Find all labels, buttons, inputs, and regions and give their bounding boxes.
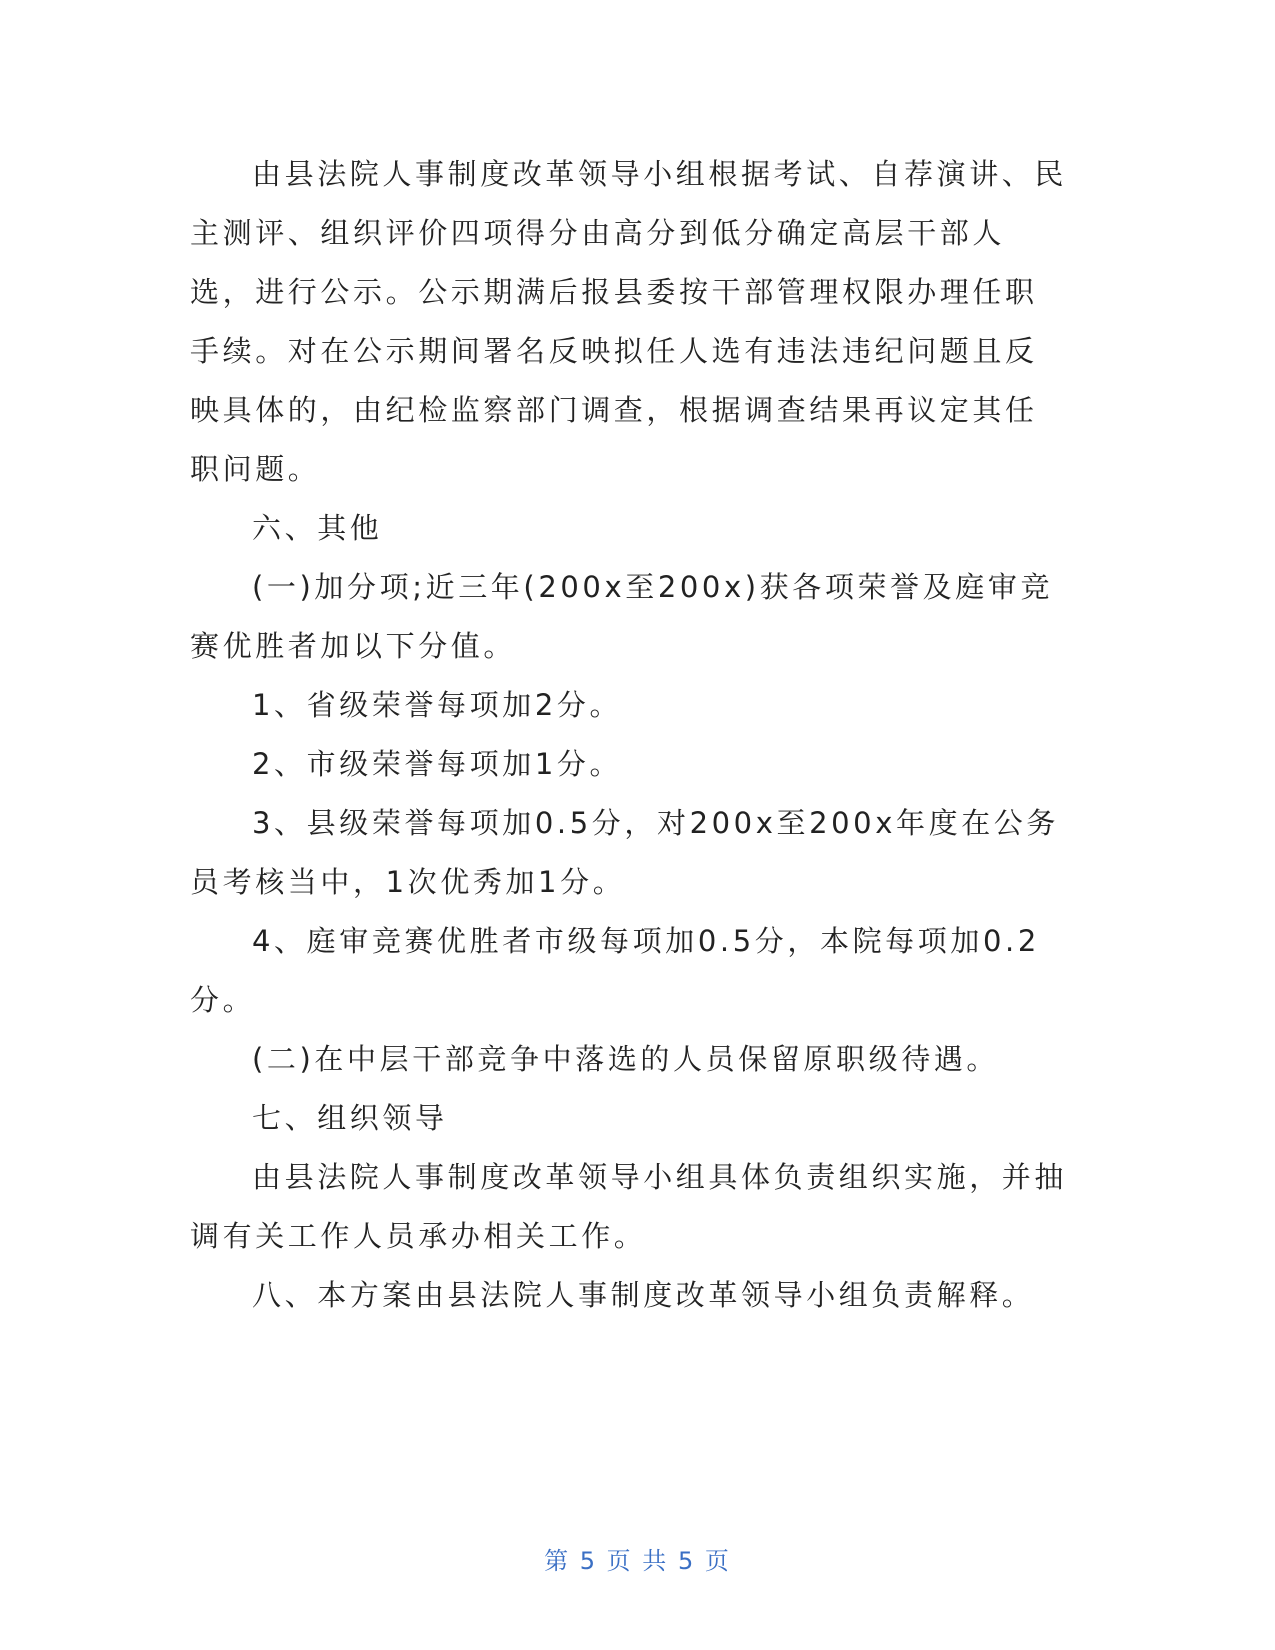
paragraph-unselected-staff: (二)在中层干部竞争中落选的人员保留原职级待遇。: [252, 1042, 1000, 1076]
list-item-provincial-honor: 1、省级荣誉每项加2分。: [252, 688, 623, 722]
footer-prefix: 第: [544, 1547, 571, 1575]
list-item-city-honor: 2、市级荣誉每项加1分。: [252, 747, 623, 781]
paragraph-selection-process: 由县法院人事制度改革领导小组根据考试、自荐演讲、民主测评、组织评价四项得分由高分到低分确定高层干部人选，进行公示。公示期满后报县委按干部管理权限办理任职手续。对在公示期间署名反映拟任人选有违法违纪问题且反映具体的，由纪检监察部门调查，根据调查结果再议定其任职问题。: [190, 157, 1068, 486]
page-number-footer: [0, 1541, 1275, 1576]
paragraph-leadership: 由县法院人事制度改革领导小组具体负责组织实施，并抽调有关工作人员承办相关工作。: [190, 1160, 1068, 1253]
list-item-trial-competition: 4、庭审竞赛优胜者市级每项加0.5分，本院每项加0.2分。: [190, 924, 1040, 1017]
section-heading-other: 六、其他: [252, 511, 383, 545]
paragraph-interpretation: 八、本方案由县法院人事制度改革领导小组负责解释。: [252, 1278, 1035, 1312]
section-heading-leadership: 七、组织领导: [252, 1101, 448, 1135]
footer-total-pages: 5: [677, 1547, 696, 1575]
list-item-county-honor: 3、县级荣誉每项加0.5分，对200x至200x年度在公务员考核当中，1次优秀加1分。: [190, 806, 1059, 899]
footer-suffix: 页: [704, 1547, 731, 1575]
footer-middle: 页 共: [606, 1547, 669, 1575]
footer-current-page: 5: [579, 1547, 598, 1575]
paragraph-bonus-points: (一)加分项;近三年(200x至200x)获各项荣誉及庭审竞赛优胜者加以下分值。: [190, 570, 1054, 663]
document-body: [190, 145, 1070, 1325]
